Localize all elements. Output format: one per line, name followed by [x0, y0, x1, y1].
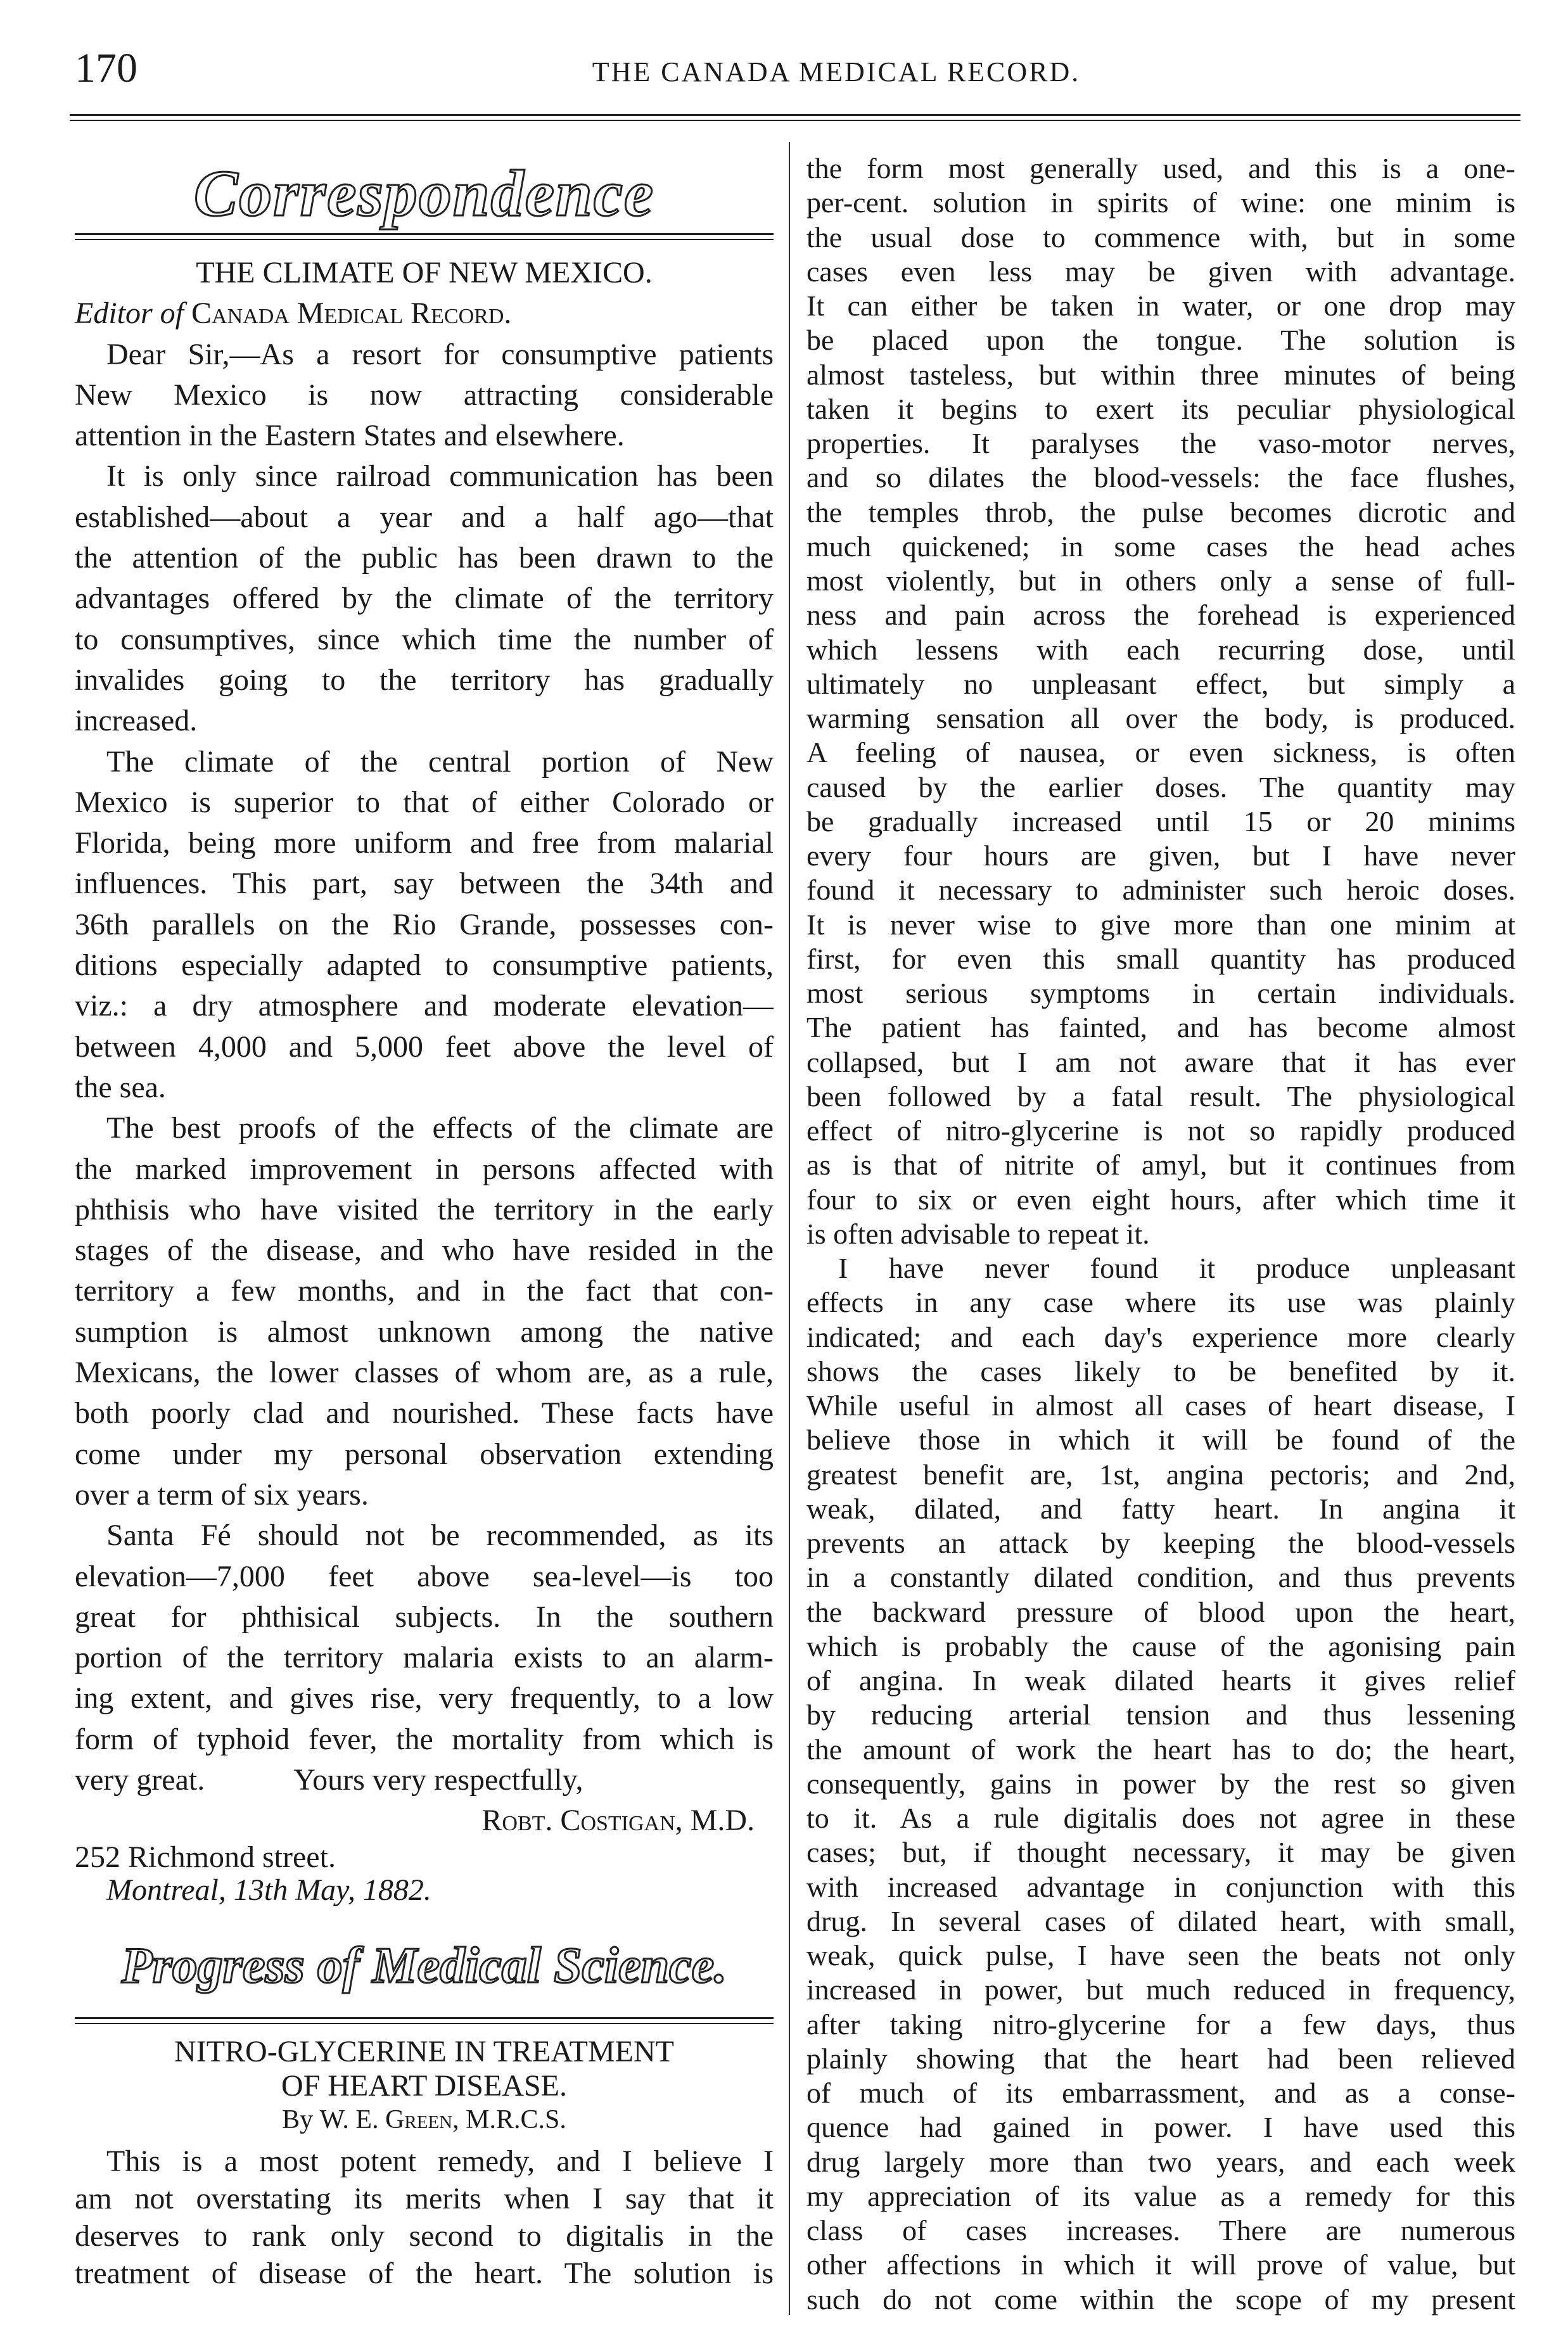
- text-line: quence had gained in power. I have used this: [806, 2111, 1515, 2144]
- text-line: both poorly clad and nourished. These facts have: [75, 1396, 774, 1430]
- header-rule: [70, 114, 1520, 121]
- text-line: my appreciation of its value as a remedy for this: [806, 2179, 1515, 2212]
- text-line: It is never wise to give more than one minim at: [806, 908, 1515, 941]
- text-line: increased.: [75, 704, 198, 738]
- text-line: the sea.: [75, 1070, 166, 1104]
- text-line: is often advisable to repeat it.: [806, 1217, 1150, 1250]
- text-line: come under my personal observation extending: [75, 1437, 774, 1471]
- text-line: such do not come within the scope of my present: [806, 2283, 1515, 2315]
- text-line: It can either be taken in water, or one drop may: [806, 290, 1515, 322]
- text-line: The best proofs of the effects of the climate are: [106, 1111, 774, 1145]
- text-line: While useful in almost all cases of heart disease, I: [806, 1389, 1515, 1422]
- text-line: drug largely more than two years, and each week: [806, 2145, 1515, 2178]
- text-line: the form most generally used, and this is a one-: [806, 152, 1515, 184]
- closing-line: [75, 1760, 774, 1800]
- byline-prefix: By: [282, 2105, 314, 2134]
- text-line: class of cases increases. There are numerous: [806, 2214, 1515, 2246]
- column-divider: [789, 142, 790, 2315]
- text-line: the marked improvement in persons affected with: [75, 1152, 774, 1186]
- text-line: properties. It paralyses the vaso-motor nerves,: [806, 427, 1515, 459]
- addressee-line: [75, 293, 774, 334]
- text-line: plainly showing that the heart had been relieved: [806, 2042, 1515, 2075]
- section-heading-correspondence: Correspondence: [193, 157, 655, 230]
- text-line: been followed by a fatal result. The physiological: [806, 1080, 1515, 1112]
- text-line: drug. In several cases of dilated heart, with small,: [806, 1904, 1515, 1937]
- text-line: New Mexico is now attracting considerable: [75, 378, 774, 412]
- text-line: phthisis who have visited the territory in the early: [75, 1192, 774, 1226]
- text-line: cases even less may be given with advantage.: [806, 255, 1515, 288]
- text-line: Mexico is superior to that of either Colorado or: [75, 785, 774, 819]
- text-line: attention in the Eastern States and elsewhere.: [75, 419, 625, 453]
- text-line: It is only since railroad communication has been: [106, 459, 774, 494]
- text-line: influences. This part, say between the 34th and: [75, 867, 774, 901]
- byline: [75, 2105, 774, 2135]
- text-line: caused by the earlier doses. The quantity may: [806, 770, 1515, 803]
- text-line: Santa Fé should not be recommended, as its: [106, 1519, 774, 1553]
- text-line: per-cent. solution in spirits of wine: one minim is: [806, 186, 1515, 219]
- text-line: after taking nitro-glycerine for a few days, thus: [806, 2008, 1515, 2041]
- text-line: weak, dilated, and fatty heart. In angina it: [806, 1492, 1515, 1525]
- text-line: established—about a year and a half ago—that: [75, 500, 774, 534]
- valediction: Yours very respectfully,: [293, 1762, 583, 1797]
- closing-text: very great.: [75, 1762, 205, 1797]
- text-line: elevation—7,000 feet above sea-level—is too: [75, 1559, 774, 1593]
- text-line: to it. As a rule digitalis does not agree in these: [806, 1802, 1515, 1834]
- text-line: the attention of the public has been drawn to the: [75, 541, 774, 575]
- text-line: Florida, being more uniform and free from malarial: [75, 826, 774, 860]
- text-line: as is that of nitrite of amyl, but it continues from: [806, 1149, 1515, 1182]
- article-body: [75, 2143, 774, 2292]
- text-line: shows the cases likely to be benefited by it.: [806, 1354, 1515, 1387]
- text-line: the usual dose to commence with, but in some: [806, 220, 1515, 253]
- text-line: consequently, gains in power by the rest so given: [806, 1767, 1515, 1800]
- text-line: great for phthisical subjects. In the southern: [75, 1600, 774, 1634]
- text-line: believe those in which it will be found of the: [806, 1424, 1515, 1456]
- text-line: taken it begins to exert its peculiar physiological: [806, 392, 1515, 425]
- text-line: am not overstating its merits when I say that it: [75, 2182, 774, 2215]
- text-line: which lessens with each recurring dose, until: [806, 633, 1515, 666]
- text-line: the backward pressure of blood upon the heart,: [806, 1595, 1515, 1628]
- text-line: invalides going to the territory has gradually: [75, 663, 774, 697]
- text-line: with increased advantage in conjunction with this: [806, 1870, 1515, 1903]
- text-line: stages of the disease, and who have resided in the: [75, 1233, 774, 1268]
- text-line: indicated; and each day's experience more clearly: [806, 1320, 1515, 1353]
- text-line: be placed upon the tongue. The solution is: [806, 324, 1515, 357]
- section-rule: [75, 2017, 774, 2024]
- text-line: much quickened; in some cases the head aches: [806, 530, 1515, 563]
- text-line: between 4,000 and 5,000 feet above the level of: [75, 1029, 774, 1064]
- text-line: prevents an attack by keeping the blood-vessels: [806, 1527, 1515, 1559]
- article-title: THE CLIMATE OF NEW MEXICO.: [196, 256, 653, 290]
- text-line: ditions especially adapted to consumptive patients,: [75, 948, 774, 983]
- section-rule: [75, 233, 774, 240]
- text-line: the temples throb, the pulse becomes dicrotic and: [806, 495, 1515, 528]
- text-line: in a constantly dilated condition, and thus prevents: [806, 1561, 1515, 1594]
- text-line: almost tasteless, but within three minutes of being: [806, 358, 1515, 391]
- addressee-prefix: Editor of: [75, 296, 184, 331]
- text-line: be gradually increased until 15 or 20 minims: [806, 805, 1515, 838]
- text-line: and so dilates the blood-vessels: the face flushes,: [806, 461, 1515, 494]
- text-line: advantages offered by the climate of the territory: [75, 582, 774, 616]
- text-line: most violently, but in others only a sense of full-: [806, 564, 1515, 597]
- article-body-continued: [806, 151, 1515, 2317]
- text-line: found it necessary to administer such heroic doses.: [806, 874, 1515, 907]
- text-line: greatest benefit are, 1st, angina pectoris; and 2nd,: [806, 1458, 1515, 1491]
- text-line: weak, quick pulse, I have seen the beats not only: [806, 1939, 1515, 1971]
- author: W. E. Green, M.R.C.S.: [319, 2105, 566, 2134]
- text-line: Mexicans, the lower classes of whom are, as a rule,: [75, 1356, 774, 1390]
- address: 252 Richmond street.: [75, 1840, 336, 1874]
- text-line: This is a most potent remedy, and I believe I: [106, 2144, 774, 2178]
- addressee-journal: Canada Medical Record.: [191, 296, 512, 331]
- text-line: form of typhoid fever, the mortality from which is: [75, 1722, 774, 1756]
- article-title-line: OF HEART DISEASE.: [281, 2069, 567, 2103]
- text-line: Dear Sir,—As a resort for consumptive patients: [106, 337, 774, 371]
- dateline: Montreal, 13th May, 1882.: [106, 1873, 431, 1907]
- text-line: collapsed, but I am not aware that it has ever: [806, 1045, 1515, 1078]
- section-heading-progress: Progress of Medical Science.: [121, 1938, 727, 1994]
- article-title-line: NITRO-GLYCERINE IN TREATMENT: [174, 2035, 674, 2068]
- text-line: warming sensation all over the body, is produced.: [806, 702, 1515, 734]
- text-line: The patient has fainted, and has become almost: [806, 1011, 1515, 1044]
- article-title: [75, 2035, 774, 2103]
- signature: Robt. Costigan, M.D.: [481, 1804, 755, 1837]
- article-body: [75, 334, 774, 1760]
- correspondence-article: [75, 253, 774, 1800]
- text-line: ness and pain across the forehead is experienced: [806, 599, 1515, 632]
- text-line: over a term of six years.: [75, 1477, 369, 1512]
- text-line: to consumptives, since which time the number of: [75, 622, 774, 656]
- text-line: cases; but, if thought necessary, it may be given: [806, 1836, 1515, 1869]
- text-line: portion of the territory malaria exists to an alarm-: [75, 1641, 774, 1675]
- running-header-title: THE CANADA MEDICAL RECORD.: [592, 56, 1081, 87]
- text-line: treatment of disease of the heart. The solution is: [75, 2257, 774, 2290]
- text-line: of angina. In weak dilated hearts it gives relief: [806, 1664, 1515, 1697]
- text-line: by reducing arterial tension and thus lessening: [806, 1698, 1515, 1731]
- text-line: of much of its embarrassment, and as a conse-: [806, 2077, 1515, 2109]
- text-line: ultimately no unpleasant effect, but simply a: [806, 667, 1515, 700]
- text-line: territory a few months, and in the fact that con-: [75, 1274, 774, 1308]
- text-line: most serious symptoms in certain individuals.: [806, 977, 1515, 1009]
- text-line: every four hours are given, but I have never: [806, 839, 1515, 872]
- text-line: increased in power, but much reduced in frequency,: [806, 1973, 1515, 2006]
- text-line: effect of nitro-glycerine is not so rapidly produced: [806, 1114, 1515, 1147]
- text-line: The climate of the central portion of New: [106, 744, 774, 779]
- text-line: which is probably the cause of the agonising pain: [806, 1629, 1515, 1662]
- text-line: I have never found it produce unpleasant: [838, 1252, 1515, 1284]
- text-line: viz.: a dry atmosphere and moderate elevation—: [75, 989, 774, 1023]
- text-line: other affections in which it will prove of value, but: [806, 2248, 1515, 2281]
- text-line: first, for even this small quantity has produced: [806, 942, 1515, 975]
- page-number: 170: [75, 45, 137, 91]
- text-line: A feeling of nausea, or even sickness, is often: [806, 736, 1515, 769]
- text-line: effects in any case where its use was plainly: [806, 1286, 1515, 1319]
- text-line: ing extent, and gives rise, very frequently, to a low: [75, 1681, 774, 1716]
- text-line: the amount of work the heart has to do; the heart,: [806, 1733, 1515, 1766]
- text-line: four to six or even eight hours, after which time it: [806, 1183, 1515, 1216]
- text-line: 36th parallels on the Rio Grande, possesses con-: [75, 907, 774, 941]
- text-line: sumption is almost unknown among the native: [75, 1315, 774, 1349]
- text-line: deserves to rank only second to digitalis in the: [75, 2219, 774, 2253]
